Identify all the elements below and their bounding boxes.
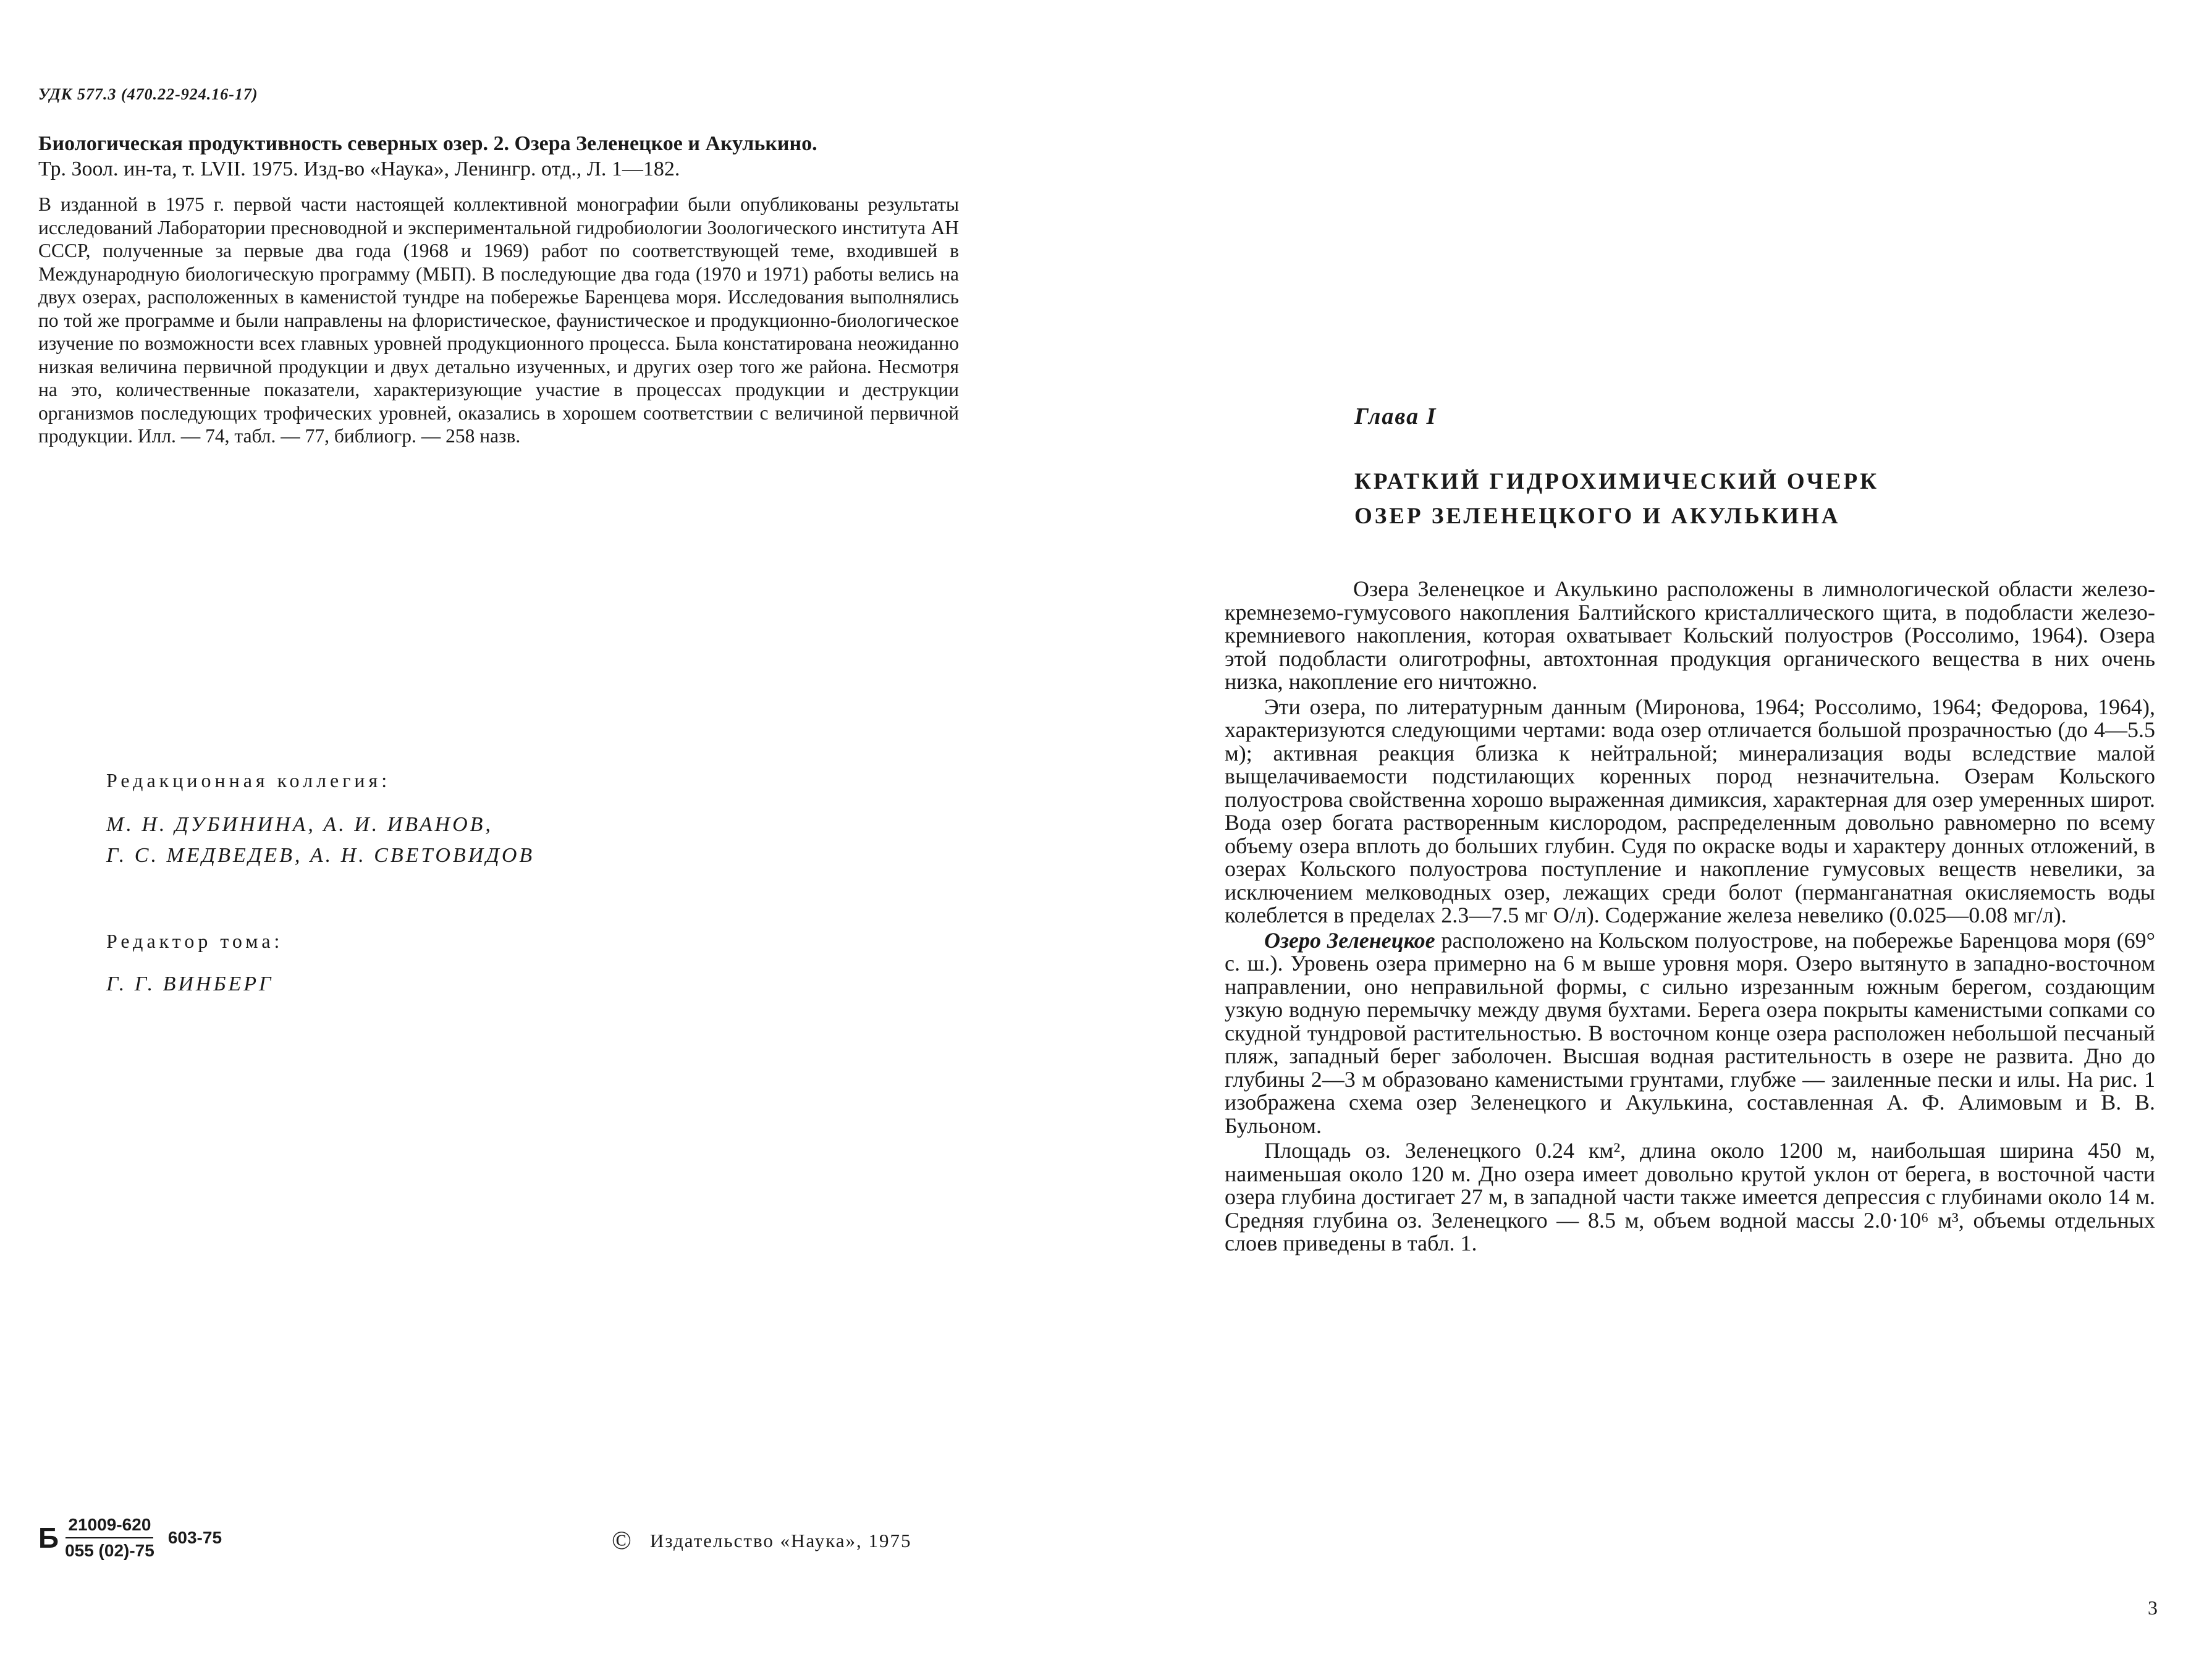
- udk-code: УДК 577.3 (470.22-924.16-17): [38, 85, 258, 103]
- chapter-heading-line-2: ОЗЕР ЗЕЛЕНЕЦКОГО И АКУЛЬКИНА: [1354, 504, 1841, 529]
- index-letter: Б: [38, 1522, 59, 1554]
- right-page: [1106, 0, 2212, 1662]
- copyright-icon: ©: [612, 1527, 633, 1555]
- publication-index-code: [38, 1515, 222, 1561]
- editorial-board-names: [106, 809, 534, 871]
- abstract-paragraph: В изданной в 1975 г. первой части настоящей коллективной монографии были опубликованы результаты исследований Лаборатории пресноводной и экспериментальной гидробиологии Зоологического института АН СССР, полученные за первые два года (1968 и 1969) работ по соответствующей теме, входившей в Международную биологическую программу (МБП). В последующие два года (1970 и 1971) работы велись на двух озерах, расположенных в каменистой тундре на побережье Баренцева моря. Исследования выполнялись по той же программе и были направлены на флористическое, фаунистическое и продукционно-биологическое изучение по возможности всех главных уровней продукционного процесса. Была констатирована неожиданно низкая величина первичной продукции и двух детально изученных, и других озер того же района. Несмотря на это, количественные показатели, характеризующие участие в процессах продукции и деструкции организмов последующих трофических уровней, оказались в хорошем соответствии с величиной первичной продукции. Илл. — 74, табл. — 77, библиогр. — 258 назв.: [38, 193, 959, 447]
- copyright-notice: [612, 1526, 912, 1556]
- lake-name-zelenetskoye: Озеро Зеленецкое: [1264, 927, 1435, 953]
- editorial-board-label: Редакционная коллегия:: [106, 769, 391, 791]
- body-paragraph-4: Площадь оз. Зеленецкого 0.24 км², длина около 1200 м, наибольшая ширина 450 м, наименьшая около 120 м. Дно озера имеет довольно крутой уклон от берега, в восточной части озера глубина достигает 27 м, в западной части также имеется депрессия с глубинами около 14 м. Средняя глубина оз. Зеленецкого — 8.5 м, объем водной массы 2.0·10⁶ м³, объемы отдельных слоев приведены в табл. 1.: [1225, 1138, 2155, 1255]
- bibliographic-reference: [38, 131, 959, 182]
- page-number: 3: [2148, 1597, 2158, 1619]
- chapter-label: Глава I: [1354, 403, 1437, 429]
- body-paragraph-3: [1225, 929, 2155, 1138]
- index-denominator: 055 (02)-75: [65, 1541, 154, 1560]
- editorial-board-line-1: М. Н. ДУБИНИНА, А. И. ИВАНОВ,: [106, 813, 493, 836]
- volume-editor-name: Г. Г. ВИНБЕРГ: [106, 972, 274, 995]
- chapter-body: [1225, 578, 2155, 1257]
- body-paragraph-3-text: расположено на Кольском полуострове, на побережье Баренцова моря (69° с. ш.). Уровень озера примерно на 6 м выше уровня моря. Озеро вытянуто в западно-восточном направлении, оно неправильной формы, с сильно изрезанным южным берегом, создающим узкую водную перемычку между двумя бухтами. Берега озера покрыты каменистыми сопками со скудной тундровой растительностью. В восточном конце озера расположен небольшой песчаный пляж, западный берег заболочен. Высшая водная растительность в озере не развита. Дно до глубины 2—3 м образовано каменистыми грунтами, глубже — заиленные пески и илы. На рис. 1 изображена схема озер Зеленецкого и Акулькина, составленная А. Ф. Алимовым и В. В. Бульоном.: [1225, 927, 2155, 1138]
- index-numerator: 21009-620: [65, 1515, 153, 1538]
- index-fraction: [62, 1515, 157, 1561]
- body-paragraph-1: Озера Зеленецкое и Акулькино расположены в лимнологической области железо-кремнеземо-гумусового накопления Балтийского кристаллического щита, в подобласти железо-кремниевого накопления, которая охватывает Кольский полуостров (Россолимо, 1964). Озера этой подобласти олиготрофны, автохтонная продукция органического вещества в них очень низка, накопление его ничтожно.: [1225, 576, 2155, 694]
- body-paragraph-2: Эти озера, по литературным данным (Миронова, 1964; Россолимо, 1964; Федорова, 1964), характеризуются следующими чертами: вода озер отличается большой прозрачностью (до 4—5.5 м); активная реакция близка к нейтральной; минерализация воды вследствие малой выщелачиваемости подстилающих коренных пород незначительна. Озерам Кольского полуострова свойственна хорошо выраженная димиксия, характерная для озер умеренных широт. Вода озер богата растворенным кислородом, распределенным довольно равномерно по всему объему озера вплоть до больших глубин. Судя по окраске воды и характеру донных отложений, в озерах Кольского полуострова поступление и накопление гумусовых веществ невелики, за исключением мелководных озер, лежащих среди болот (перманганатная окисляемость воды колеблется в пределах 2.3—7.5 мг O/л). Содержание железа невелико (0.025—0.08 мг/л).: [1225, 694, 2155, 927]
- volume-editor-label: Редактор тома:: [106, 930, 284, 952]
- chapter-heading-line-1: КРАТКИЙ ГИДРОХИМИЧЕСКИЙ ОЧЕРК: [1354, 469, 1880, 494]
- chapter-heading: [1354, 465, 1879, 534]
- bibliographic-title: Биологическая продуктивность северных озер. 2. Озера Зеленецкое и Акулькино.: [38, 132, 817, 155]
- bibliographic-details: Тр. Зоол. ин-та, т. LVII. 1975. Изд-во «Наука», Ленингр. отд., Л. 1—182.: [38, 158, 680, 180]
- editorial-board-line-2: Г. С. МЕДВЕДЕВ, А. Н. СВЕТОВИДОВ: [106, 844, 535, 867]
- copyright-text: Издательство «Наука», 1975: [649, 1530, 912, 1551]
- index-suffix: 603-75: [167, 1528, 222, 1547]
